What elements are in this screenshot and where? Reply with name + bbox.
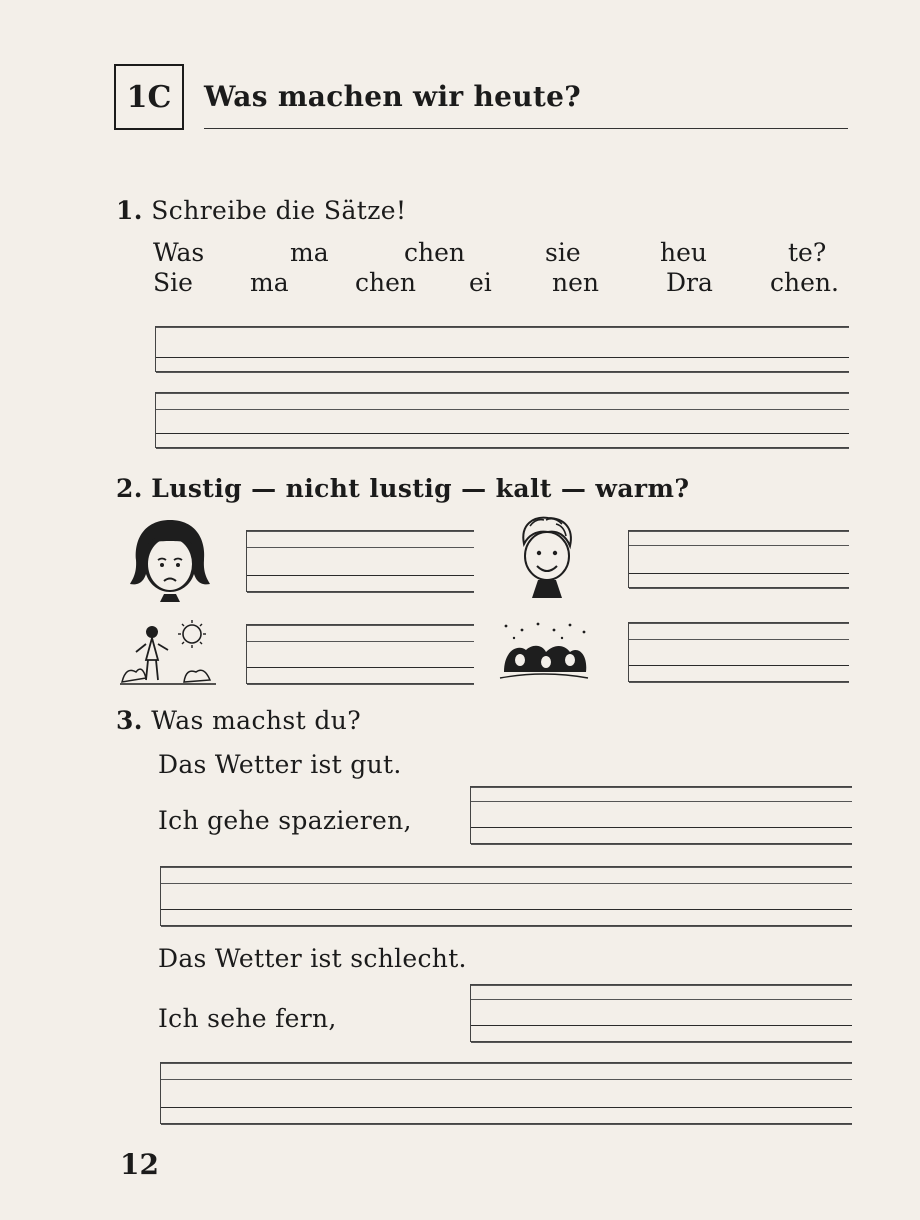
syllable: Dra — [666, 268, 713, 297]
syllable: chen — [355, 268, 416, 297]
syllable: ma — [250, 268, 289, 297]
syllable: chen. — [770, 268, 839, 297]
task2-heading — [116, 474, 689, 503]
bad-weather-text: Das Wetter ist schlecht. — [158, 944, 467, 973]
task3-number: 3. — [116, 706, 143, 735]
task2-instruction: Lustig — nicht lustig — kalt — warm? — [151, 474, 690, 503]
answer-lines[interactable] — [470, 984, 852, 1042]
syllable: Was — [153, 238, 205, 267]
syllable: sie — [545, 238, 581, 267]
task3-heading — [116, 706, 361, 735]
unit-label: 1C — [126, 79, 172, 115]
title-underline — [204, 128, 848, 129]
answer-lines[interactable] — [160, 866, 852, 926]
unit-badge — [114, 64, 184, 130]
syllable: Sie — [153, 268, 193, 297]
writing-lines[interactable] — [155, 326, 849, 372]
task3-instruction: Was machst du? — [151, 706, 362, 735]
answer-lines[interactable] — [160, 1062, 852, 1124]
answer-lines[interactable] — [470, 786, 852, 844]
page-title: Was machen wir heute? — [204, 80, 581, 113]
syllable: nen — [552, 268, 599, 297]
syllable: ma — [290, 238, 329, 267]
writing-lines[interactable] — [628, 530, 849, 588]
syllable: heu — [660, 238, 707, 267]
task1-heading — [116, 196, 406, 225]
task1-number: 1. — [116, 196, 143, 225]
syllable: ei — [469, 268, 492, 297]
writing-lines[interactable] — [246, 530, 474, 592]
happy-boy-icon — [512, 514, 582, 598]
sun-walk-icon — [118, 618, 218, 688]
writing-lines[interactable] — [628, 622, 849, 682]
writing-lines[interactable] — [246, 624, 474, 684]
good-weather-prompt: Ich gehe spazieren, — [158, 806, 412, 835]
sad-girl-icon — [126, 514, 214, 602]
task2-number: 2. — [116, 474, 143, 503]
snow-kids-icon — [498, 620, 590, 686]
good-weather-text: Das Wetter ist gut. — [158, 750, 402, 779]
task1-instruction: Schreibe die Sätze! — [151, 196, 407, 225]
bad-weather-prompt: Ich sehe fern, — [158, 1004, 337, 1033]
syllable: chen — [404, 238, 465, 267]
writing-lines[interactable] — [155, 392, 849, 448]
syllable: te? — [788, 238, 827, 267]
page-number: 12 — [120, 1148, 159, 1181]
